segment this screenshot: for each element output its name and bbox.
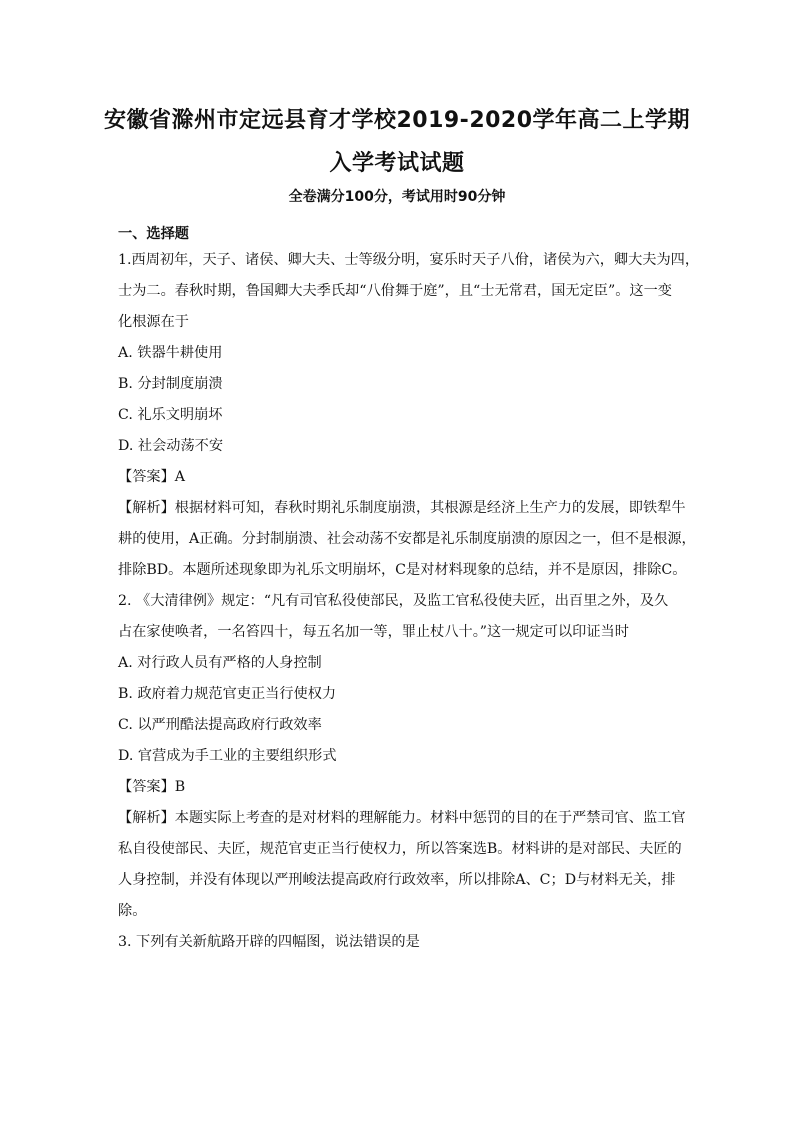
q2-analysis-line2: 私自役使部民、夫匠，规范官吏正当行使权力，所以答案选B。材料讲的是对部民、夫匠的	[118, 841, 682, 857]
q1-analysis-line2: 耕的使用，A正确。分封制崩溃、社会动荡不安都是礼乐制度崩溃的原因之一，但不是根源，	[118, 531, 696, 547]
q2-analysis-line3: 人身控制，并没有体现以严刑峻法提高政府行政效率，所以排除A、C；D与材料无关，排	[118, 872, 676, 888]
page-title-line1: 安徽省滁州市定远县育才学校2019-2020学年高二上学期	[103, 108, 691, 133]
q1-option-a: A. 铁器牛耕使用	[118, 345, 223, 361]
q2-option-b: B. 政府着力规范官吏正当行使权力	[118, 686, 337, 702]
q2-option-a: A. 对行政人员有严格的人身控制	[118, 655, 322, 671]
q1-stem-line1: 1.西周初年，天子、诸侯、卿大夫、士等级分明，宴乐时天子八佾，诸侯为六，卿大夫为四，	[118, 252, 700, 268]
q2-option-d: D. 官营成为手工业的主要组织形式	[118, 748, 337, 764]
q2-option-c: C. 以严刑酷法提高政府行政效率	[118, 717, 322, 733]
q1-option-d: D. 社会动荡不安	[118, 438, 224, 454]
section-heading: 一、选择题	[118, 226, 189, 242]
q1-option-c: C. 礼乐文明崩坏	[118, 407, 223, 423]
q2-stem-line2: 占在家使唤者，一名笞四十，每五名加一等，罪止杖八十。”这一规定可以印证当时	[118, 624, 629, 640]
q2-answer: 【答案】B	[118, 779, 186, 795]
q2-analysis-line1: 【解析】本题实际上考查的是对材料的理解能力。材料中惩罚的目的在于严禁司官、监工官	[118, 810, 686, 826]
q1-stem-line2: 士为二。春秋时期，鲁国卿大夫季氏却“八佾舞于庭”，且“士无常君，国无定臣”。这一变	[118, 283, 672, 299]
q2-stem-line1: 2. 《大清律例》规定：“凡有司官私役使部民，及监工官私役使夫匠，出百里之外，及久	[118, 593, 669, 609]
q1-analysis-line1: 【解析】根据材料可知，春秋时期礼乐制度崩溃，其根源是经济上生产力的发展，即铁犁牛	[118, 500, 686, 516]
page-title-line2: 入学考试试题	[329, 151, 465, 176]
exam-info: 全卷满分100分，考试用时90分钟	[288, 189, 506, 205]
q1-answer: 【答案】A	[118, 469, 185, 485]
q1-stem-line3: 化根源在于	[118, 314, 189, 330]
q2-analysis-line4: 除。	[118, 903, 147, 919]
q3-stem-line1: 3. 下列有关新航路开辟的四幅图，说法错误的是	[118, 934, 420, 950]
q1-analysis-line3: 排除BD。本题所述现象即为礼乐文明崩坏，C是对材料现象的总结，并不是原因，排除C。	[118, 562, 687, 578]
q1-option-b: B. 分封制度崩溃	[118, 376, 223, 392]
